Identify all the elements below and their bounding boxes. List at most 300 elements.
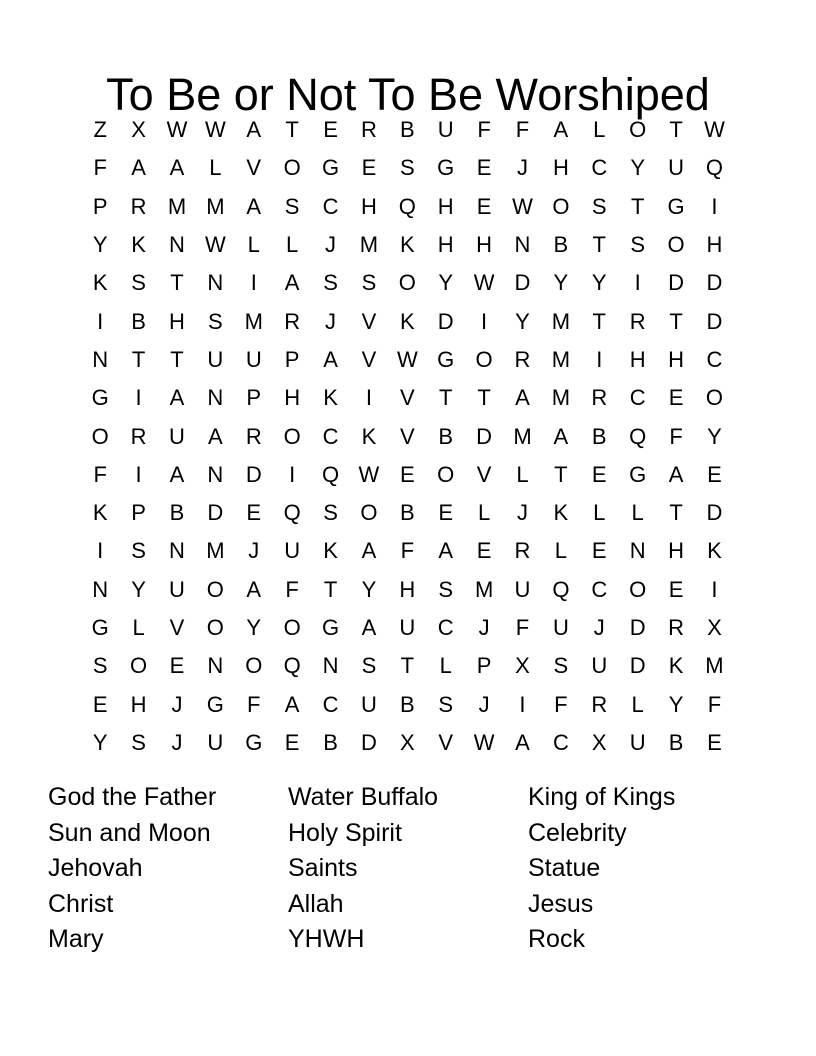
grid-letter: O [206,576,224,602]
grid-letter: D [706,270,723,296]
grid-letter: S [323,500,338,526]
grid-letter: L [593,117,606,143]
grid-letter: U [207,729,224,755]
grid-letter: P [131,500,146,526]
grid-letter: F [515,117,530,143]
grid-letter: F [400,538,415,564]
grid-row [81,456,734,494]
grid-letter: Y [246,615,262,640]
grid-letter: B [668,729,684,755]
grid-letter: I [711,193,718,219]
grid-letter: F [707,691,722,717]
grid-letter: E [476,538,492,564]
word-list-item: Statue [528,854,601,882]
grid-letter: U [169,423,185,449]
grid-letter: U [245,346,262,372]
grid-letter: K [553,500,569,526]
grid-letter: Q [629,423,647,449]
grid-letter: C [322,423,339,449]
grid-letter: L [593,500,606,526]
grid-letter: T [592,308,606,334]
grid-row [81,609,734,647]
grid-letter: R [591,691,608,717]
grid-letter: A [169,155,185,181]
grid-letter: W [166,117,188,143]
grid-letter: W [473,729,495,755]
grid-letter: S [591,193,607,219]
grid-letter: A [361,538,377,564]
grid-letter: A [246,193,262,219]
grid-letter: D [706,500,723,526]
grid-letter: G [91,385,109,411]
grid-letter: M [551,346,571,372]
grid-letter: U [437,117,454,143]
grid-letter: E [668,576,684,602]
grid-letter: X [591,729,607,755]
grid-letter: D [207,500,224,526]
letter-grid [81,111,734,762]
grid-letter: L [631,691,644,717]
grid-letter: H [629,346,646,372]
grid-letter: C [591,576,608,602]
word-list-item: YHWH [288,925,365,953]
grid-letter: R [514,538,531,564]
grid-letter: T [669,117,683,143]
grid-letter: X [399,729,415,755]
grid-letter: O [283,615,301,640]
grid-letter: I [135,461,142,487]
grid-letter: O [705,385,723,411]
grid-letter: E [591,538,607,564]
grid-letter: G [245,729,263,755]
grid-letter: O [475,346,493,372]
grid-letter: G [91,615,109,640]
grid-row [81,417,734,455]
grid-letter: T [170,270,184,296]
grid-letter: T [131,346,146,372]
grid-letter: E [361,155,377,181]
grid-letter: C [322,691,339,717]
word-list-item: Jesus [528,889,594,918]
grid-letter: G [629,461,647,487]
word-list-item: Water Buffalo [288,783,439,811]
grid-letter: W [358,461,380,487]
grid-letter: G [206,691,224,717]
grid-letter: T [630,193,645,219]
grid-letter: H [437,193,454,219]
grid-letter: C [629,385,646,411]
grid-letter: G [437,346,455,372]
grid-letter: E [169,653,185,679]
grid-letter: L [209,155,222,181]
grid-letter: L [554,538,567,564]
grid-letter: I [711,576,718,602]
grid-letter: I [135,385,142,411]
grid-letter: E [591,461,607,487]
grid-letter: Q [283,653,301,679]
grid-letter: K [323,538,338,564]
grid-letter: X [131,117,146,143]
grid-letter: E [284,729,300,755]
grid-letter: U [629,729,646,755]
grid-letter: S [438,691,454,717]
grid-letter: U [514,576,531,602]
grid-letter: T [669,308,683,334]
grid-letter: K [92,500,108,526]
grid-letter: A [208,423,223,449]
grid-letter: U [552,615,569,640]
grid-letter: C [552,729,569,755]
grid-letter: H [437,232,454,258]
grid-letter: X [515,653,530,679]
grid-letter: A [668,461,684,487]
grid-letter: C [322,193,339,219]
grid-letter: V [476,461,492,487]
grid-letter: O [552,193,570,219]
grid-letter: J [516,155,528,181]
grid-letter: W [204,117,226,143]
grid-letter: C [591,155,608,181]
grid-letter: Z [93,117,107,143]
grid-letter: G [437,155,455,181]
grid-letter: V [438,729,454,755]
grid-letter: J [171,691,183,717]
grid-letter: A [284,691,300,717]
grid-letter: J [171,729,183,755]
grid-letter: O [206,615,224,640]
grid-letter: T [592,232,606,258]
grid-letter: S [361,270,377,296]
grid-letter: E [668,385,684,411]
grid-letter: T [285,117,299,143]
grid-letter: G [667,193,685,219]
grid-letter: F [477,117,491,143]
grid-letter: M [167,193,187,219]
grid-letter: K [668,653,684,679]
grid-letter: A [169,385,185,411]
grid-letter: T [669,500,683,526]
grid-row [81,571,734,609]
puzzle-title: To Be or Not To Be Worshiped [106,69,710,121]
grid-letter: I [97,538,104,564]
grid-letter: A [438,538,454,564]
grid-letter: Y [515,308,530,334]
grid-letter: T [400,653,415,679]
grid-letter: R [629,308,646,334]
grid-letter: D [629,653,646,679]
grid-letter: O [91,423,109,449]
grid-letter: Y [92,729,108,755]
grid-letter: V [399,385,415,411]
grid-letter: V [169,615,185,640]
grid-row [81,302,734,340]
grid-letter: D [514,270,531,296]
grid-letter: V [361,346,377,372]
grid-letter: N [207,385,224,411]
grid-letter: T [438,385,453,411]
grid-letter: K [707,538,722,564]
grid-letter: S [284,193,300,219]
grid-letter: R [591,385,608,411]
grid-letter: D [245,461,262,487]
grid-letter: U [284,538,301,564]
grid-letter: U [360,691,377,717]
grid-letter: N [207,461,224,487]
grid-letter: Q [705,155,723,181]
grid-letter: S [399,155,415,181]
grid-letter: J [516,500,528,526]
grid-letter: T [477,385,491,411]
grid-letter: S [131,270,146,296]
grid-letter: I [365,385,372,411]
grid-letter: O [398,270,416,296]
grid-letter: Q [552,576,570,602]
grid-letter: H [668,538,684,564]
grid-letter: I [596,346,603,372]
grid-letter: B [591,423,607,449]
grid-row [81,724,734,762]
grid-letter: O [283,155,301,181]
grid-letter: O [245,653,263,679]
grid-letter: M [206,193,225,219]
word-list-item: Mary [48,925,104,953]
grid-letter: E [438,500,454,526]
grid-letter: Q [283,500,301,526]
grid-row [81,379,734,417]
grid-letter: B [438,423,454,449]
grid-letter: K [92,270,108,296]
grid-letter: S [438,576,454,602]
grid-letter: D [437,308,454,334]
grid-letter: T [323,576,338,602]
grid-letter: H [552,155,569,181]
grid-letter: F [285,576,299,602]
grid-letter: V [399,423,415,449]
grid-letter: U [668,155,684,181]
grid-letter: A [515,729,530,755]
grid-letter: A [169,461,185,487]
grid-letter: D [668,270,684,296]
grid-letter: L [477,500,491,526]
grid-letter: P [92,193,108,219]
grid-letter: M [359,232,379,258]
grid-letter: E [399,461,415,487]
grid-letter: Y [131,576,146,602]
grid-letter: P [476,653,492,679]
grid-letter: I [289,461,296,487]
grid-letter: A [361,615,377,640]
grid-row [81,264,734,302]
grid-letter: H [284,385,301,411]
grid-row [81,647,734,685]
grid-letter: L [631,500,644,526]
grid-letter: A [131,155,146,181]
grid-letter: U [399,615,416,640]
grid-letter: L [439,653,452,679]
word-list-item: Jehovah [48,854,143,882]
grid-letter: O [360,500,378,526]
grid-row [81,532,734,570]
grid-letter: B [399,691,415,717]
grid-letter: K [131,232,146,258]
grid-letter: J [593,615,605,640]
grid-letter: F [93,155,107,181]
grid-letter: E [92,691,108,717]
grid-letter: Q [321,461,340,487]
grid-letter: V [246,155,262,181]
grid-letter: H [668,346,684,372]
grid-letter: W [396,346,418,372]
grid-letter: I [634,270,641,296]
word-list-item: King of Kings [528,783,676,811]
grid-letter: R [668,615,684,640]
grid-letter: M [474,576,494,602]
grid-letter: W [473,270,495,296]
grid-letter: G [321,615,340,640]
grid-letter: O [437,461,455,487]
grid-letter: S [323,270,338,296]
word-list-item: Saints [288,854,358,882]
word-list-item: Celebrity [528,818,627,847]
grid-letter: R [360,117,377,143]
grid-letter: R [284,308,301,334]
grid-letter: N [92,346,109,372]
grid-letter: L [247,232,260,258]
grid-letter: B [131,308,146,334]
grid-letter: A [553,423,569,449]
grid-letter: N [169,232,185,258]
grid-letter: R [245,423,262,449]
grid-row [81,226,734,264]
grid-letter: I [97,308,104,334]
grid-letter: B [169,500,185,526]
grid-letter: O [629,576,647,602]
grid-letter: D [706,308,723,334]
grid-letter: E [323,117,338,143]
grid-letter: L [516,461,529,487]
grid-letter: J [325,232,337,258]
grid-letter: O [283,423,301,449]
grid-letter: I [250,270,257,296]
word-list-item: Christ [48,889,114,918]
grid-letter: M [551,385,571,411]
grid-letter: F [669,423,683,449]
grid-letter: D [360,729,377,755]
grid-letter: I [519,691,526,717]
grid-letter: R [514,346,531,372]
grid-row [81,149,734,187]
grid-letter: J [478,615,490,640]
grid-letter: J [325,308,337,334]
grid-letter: M [206,538,225,564]
word-list [48,780,768,958]
grid-letter: H [476,232,493,258]
grid-letter: W [204,232,226,258]
grid-letter: S [131,729,146,755]
grid-letter: E [476,193,492,219]
grid-letter: H [360,193,377,219]
grid-letter: L [286,232,299,258]
grid-letter: N [322,653,339,679]
grid-letter: Y [553,270,569,296]
word-list-item: Holy Spirit [288,818,402,847]
grid-letter: Y [591,270,607,296]
grid-letter: C [706,346,723,372]
grid-letter: Y [361,576,377,602]
grid-letter: M [705,653,724,679]
grid-letter: N [514,232,531,258]
grid-letter: O [667,232,685,258]
word-list-item: Rock [528,925,585,953]
grid-letter: A [284,270,300,296]
word-list-item: Allah [288,889,344,918]
grid-letter: F [247,691,261,717]
grid-letter: P [246,385,262,411]
grid-letter: T [170,346,184,372]
grid-letter: F [93,461,107,487]
grid-letter: O [629,117,647,143]
grid-letter: N [207,270,224,296]
grid-letter: N [207,653,224,679]
grid-letter: E [476,155,492,181]
grid-letter: W [704,117,725,143]
grid-letter: A [323,346,338,372]
grid-letter: B [399,500,415,526]
grid-letter: A [246,117,262,143]
grid-letter: H [399,576,416,602]
grid-letter: O [130,653,148,679]
grid-letter: F [515,615,530,640]
grid-letter: L [132,615,145,640]
grid-row [81,494,734,532]
grid-letter: B [399,117,415,143]
grid-letter: D [476,423,493,449]
grid-letter: N [629,538,646,564]
grid-letter: S [361,653,377,679]
grid-letter: U [591,653,608,679]
grid-letter: H [130,691,147,717]
grid-letter: U [169,576,185,602]
grid-letter: S [630,232,645,258]
grid-letter: E [707,729,722,755]
grid-letter: S [208,308,223,334]
grid-letter: J [478,691,490,717]
grid-letter: W [512,193,533,219]
grid-letter: M [551,308,571,334]
grid-letter: T [554,461,568,487]
word-list-item: Sun and Moon [48,818,211,847]
grid-letter: Y [668,691,684,717]
grid-letter: S [92,653,108,679]
grid-letter: N [92,576,109,602]
grid-letter: F [554,691,568,717]
grid-letter: K [323,385,338,411]
grid-letter: A [553,117,569,143]
grid-letter: G [321,155,340,181]
grid-letter: Y [438,270,454,296]
grid-letter: H [169,308,185,334]
grid-letter: R [130,193,147,219]
grid-letter: K [399,232,415,258]
grid-row [81,188,734,226]
grid-letter: A [246,576,262,602]
grid-letter: I [481,308,488,334]
grid-letter: H [706,232,723,258]
grid-letter: E [707,461,722,487]
grid-letter: S [553,653,569,679]
grid-letter: C [437,615,454,640]
grid-letter: U [207,346,224,372]
